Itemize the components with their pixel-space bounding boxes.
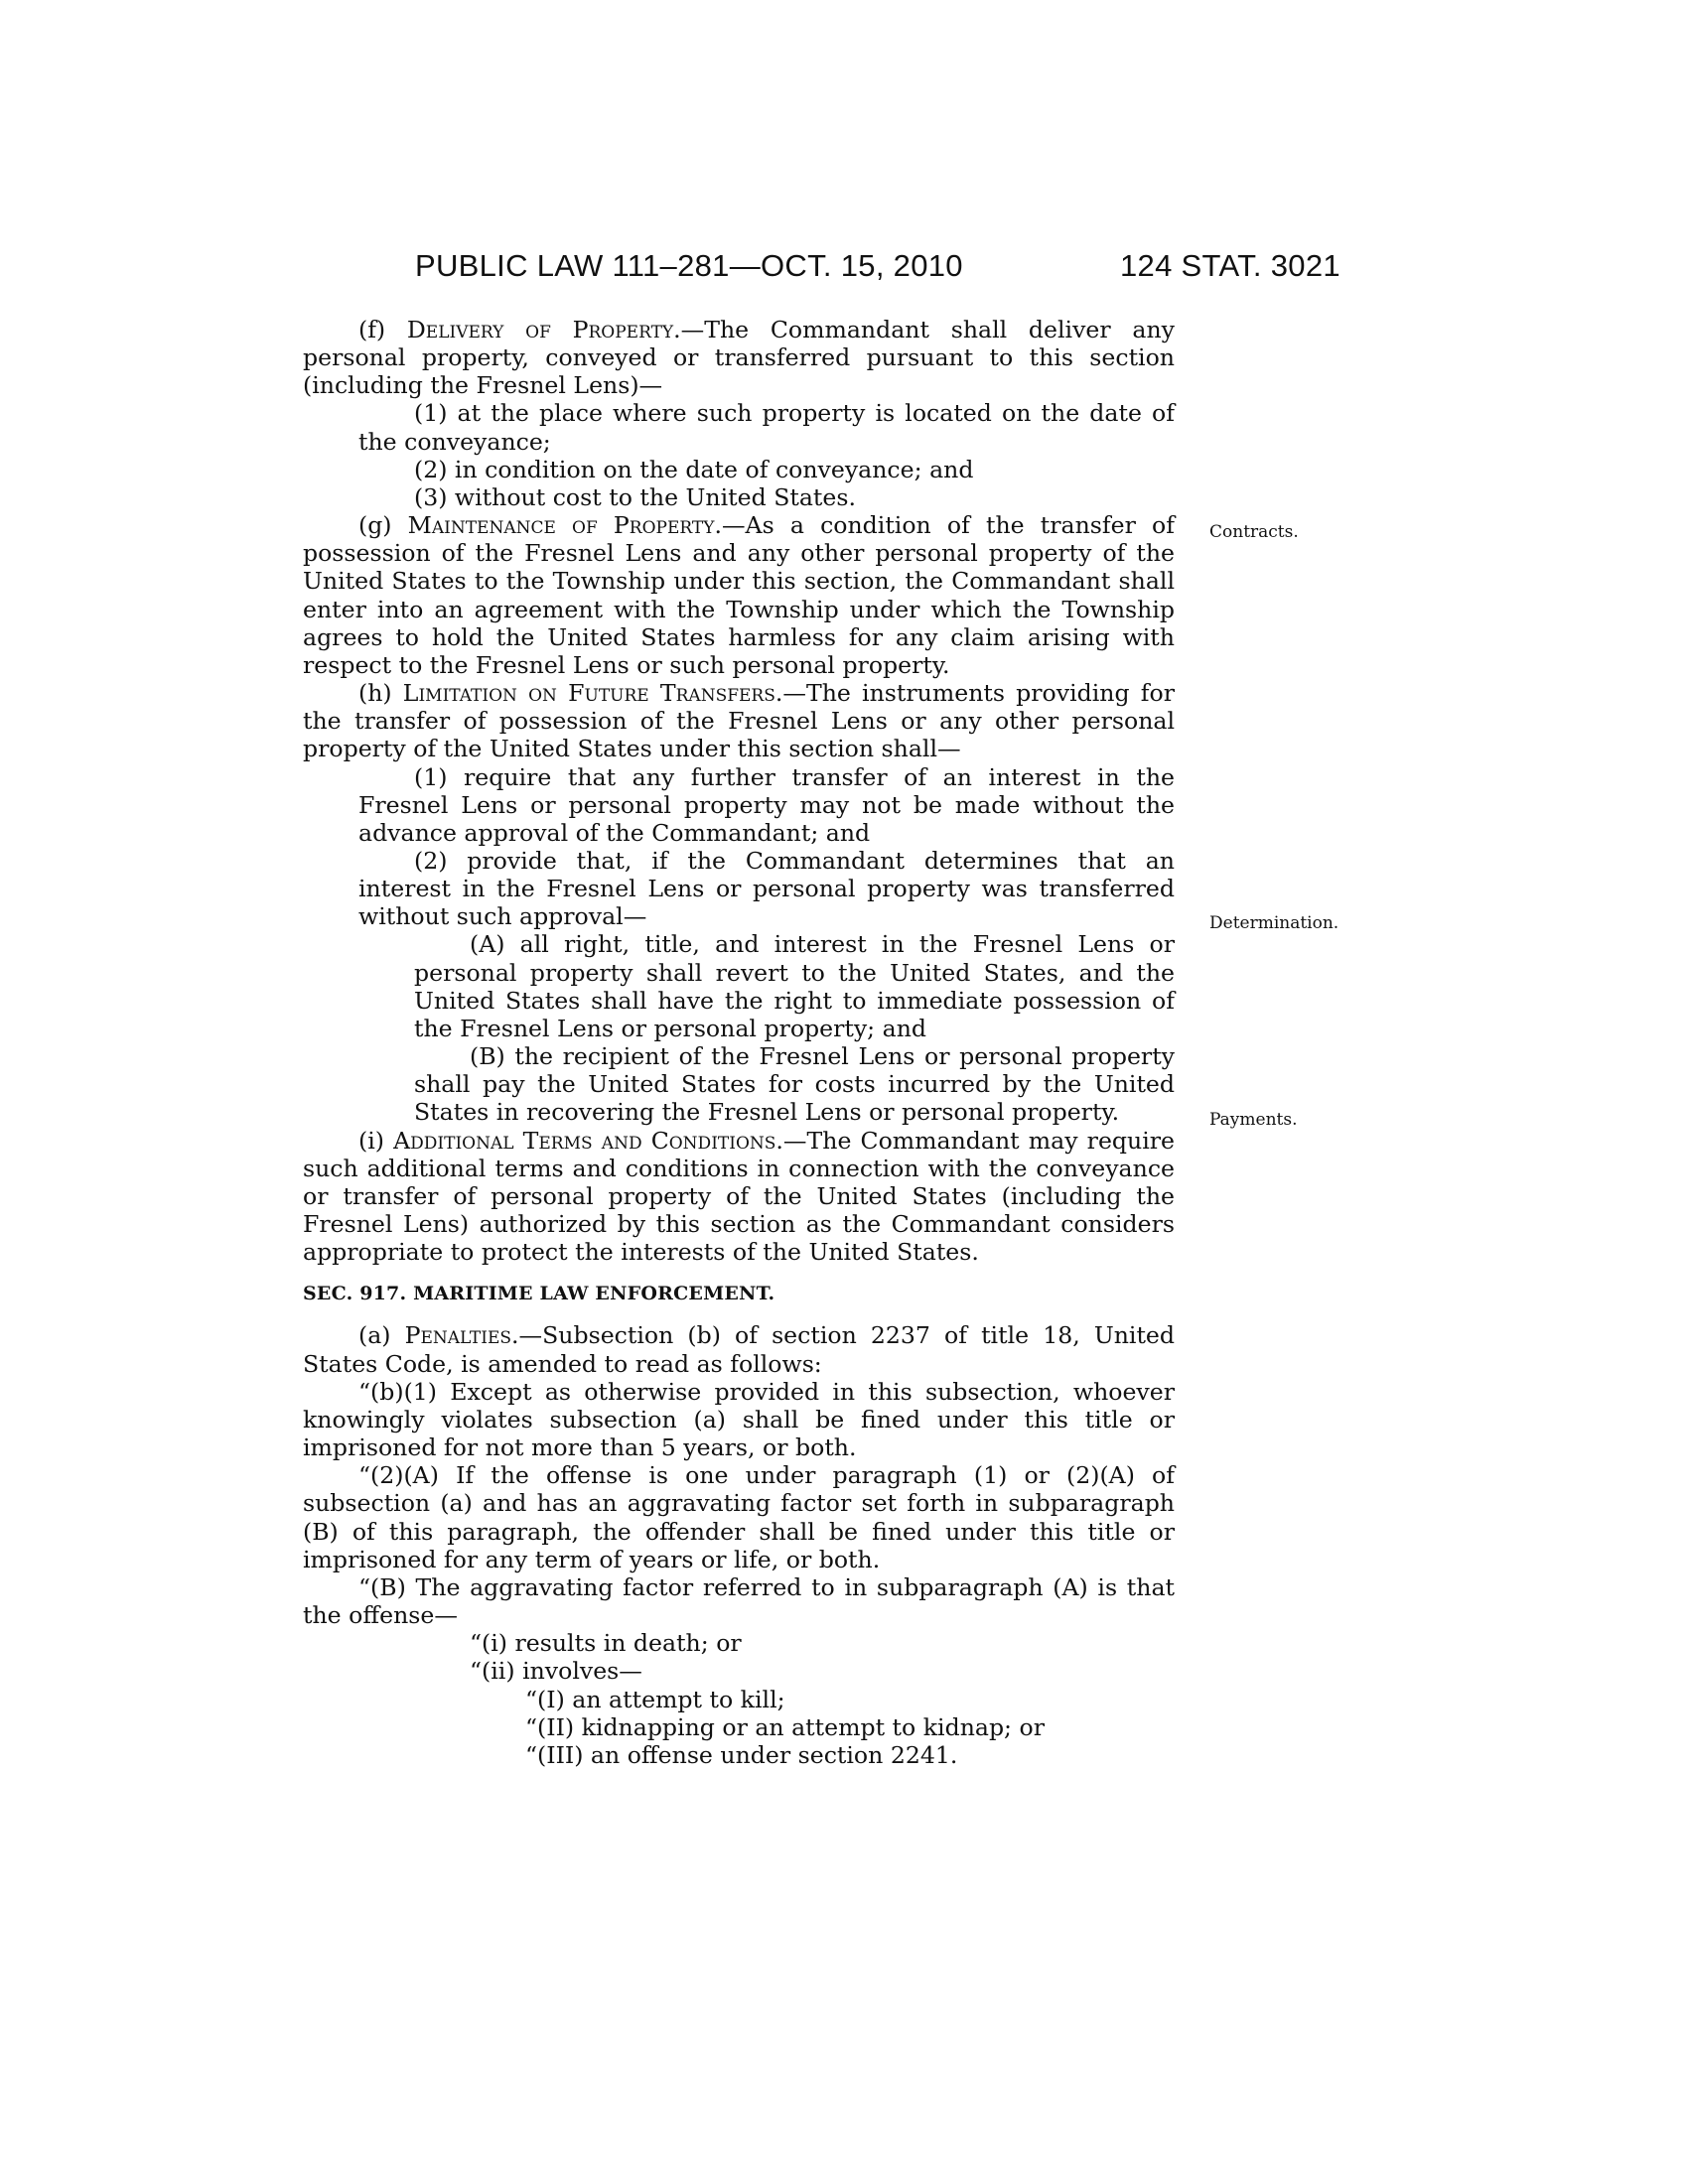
margin-note-payments: Payments. <box>1209 1110 1298 1130</box>
statute-citation: 124 STAT. 3021 <box>1120 248 1340 283</box>
section-heading: SEC. 917. MARITIME LAW ENFORCEMENT. <box>303 1283 775 1305</box>
paragraph-f2: (2) in condition on the date of conveyance; and <box>414 455 974 483</box>
subsection-g-text: —As a condition of the transfer of possession of the Fresnel Lens and any other personal property of the United States to the Township under this section, the Commandant shall enter into an agreement with the Township under which the Township agrees to hold the United States harmless for any claim arising with respect to the Fresnel Lens or such personal property. <box>303 511 1175 679</box>
subsection-h: (h) Limitation on Future Transfers.—The instruments providing for the transfer of possession of the Fresnel Lens or any other personal property of the United States under this section shall— <box>303 679 1175 763</box>
subsection-i-heading: Additional Terms and Conditions. <box>393 1126 783 1155</box>
subsection-a-text: —Subsection (b) of section 2237 of title 18, United States Code, is amended to read as follows: <box>303 1321 1175 1378</box>
paragraph-f1: (1) at the place where such property is located on the date of the conveyance; <box>358 399 1175 456</box>
margin-note-determination: Determination. <box>1209 913 1339 933</box>
subsection-a-heading: Penalties. <box>404 1321 519 1350</box>
quoted-b1: “(b)(1) Except as otherwise provided in this subsection, whoever knowingly violates subsection (a) shall be fined under this title or imprisoned for not more than 5 years, or both. <box>303 1377 1175 1462</box>
subclause-I: “(I) an attempt to kill; <box>525 1685 785 1713</box>
quoted-b2b: “(B) The aggravating factor referred to in subparagraph (A) is that the offense— <box>303 1572 1175 1630</box>
law-title: PUBLIC LAW 111–281—OCT. 15, 2010 <box>415 248 963 283</box>
subsection-f-text: —The Commandant shall deliver any personal property, conveyed or transferred pursuant to this section (including the Fresnel Lens)— <box>303 316 1175 400</box>
body-text <box>303 316 1175 1769</box>
clause-i: “(i) results in death; or <box>470 1629 742 1658</box>
subsection-g-heading: Maintenance of Property. <box>407 511 722 540</box>
subparagraph-h2b: (B) the recipient of the Fresnel Lens or personal property shall pay the United States for costs incurred by the United States in recovering the Fresnel Lens or personal property. <box>414 1042 1175 1127</box>
subclause-II: “(II) kidnapping or an attempt to kidnap; or <box>525 1712 1045 1741</box>
subparagraph-h2a: (A) all right, title, and interest in the Fresnel Lens or personal property shall revert to the United States, and the United States shall have the right to immediate possession of the Fresnel Lens or personal property; and <box>414 930 1175 1042</box>
paragraph-h1: (1) require that any further transfer of an interest in the Fresnel Lens or personal property may not be made without the advance approval of the Commandant; and <box>358 762 1175 847</box>
subsection-h-text: —The instruments providing for the transfer of possession of the Fresnel Lens or any other personal property of the United States under this section shall— <box>303 679 1175 763</box>
paragraph-h2: (2) provide that, if the Commandant determines that an interest in the Fresnel Lens or personal property was transferred without such approval— <box>358 846 1175 931</box>
subsection-i: (i) Additional Terms and Conditions.—The Commandant may require such additional terms and conditions in connection with the conveyance or transfer of personal property of the United States (including the Fresnel Lens) authorized by this section as the Commandant considers appropriate to protect the interests of the United States. <box>303 1126 1175 1267</box>
paragraph-f3: (3) without cost to the United States. <box>414 482 856 511</box>
subclause-III: “(III) an offense under section 2241. <box>525 1740 958 1769</box>
quoted-b2a: “(2)(A) If the offense is one under paragraph (1) or (2)(A) of subsection (a) and has an aggravating factor set forth in subparagraph (B) of this paragraph, the offender shall be fined under this title or imprisoned for any term of years or life, or both. <box>303 1461 1175 1573</box>
subsection-h-heading: Limitation on Future Transfers. <box>402 679 783 708</box>
subsection-g: (g) Maintenance of Property.—As a condition of the transfer of possession of the Fresnel Lens and any other personal property of the United States to the Township under this section, the Commandant shall enter into an agreement with the Township under which the Township agrees to hold the United States harmless for any claim arising with respect to the Fresnel Lens or such personal property. <box>303 511 1175 679</box>
subsection-f: (f) Delivery of Property.—The Commandant shall deliver any personal property, conveyed or transferred pursuant to this section (including the Fresnel Lens)— <box>303 316 1175 400</box>
subsection-a: (a) Penalties.—Subsection (b) of section 2237 of title 18, United States Code, is amended to read as follows: <box>303 1321 1175 1378</box>
subsection-f-heading: Delivery of Property. <box>406 316 681 343</box>
margin-note-contracts: Contracts. <box>1209 522 1299 542</box>
running-header <box>0 248 1688 288</box>
clause-ii: “(ii) involves— <box>470 1657 642 1686</box>
subsection-i-text: —The Commandant may require such additional terms and conditions in connection with the conveyance or transfer of personal property of the United States (including the Fresnel Lens) authorized by this section as the Commandant considers appropriate to protect the interests of the United States. <box>303 1126 1175 1267</box>
